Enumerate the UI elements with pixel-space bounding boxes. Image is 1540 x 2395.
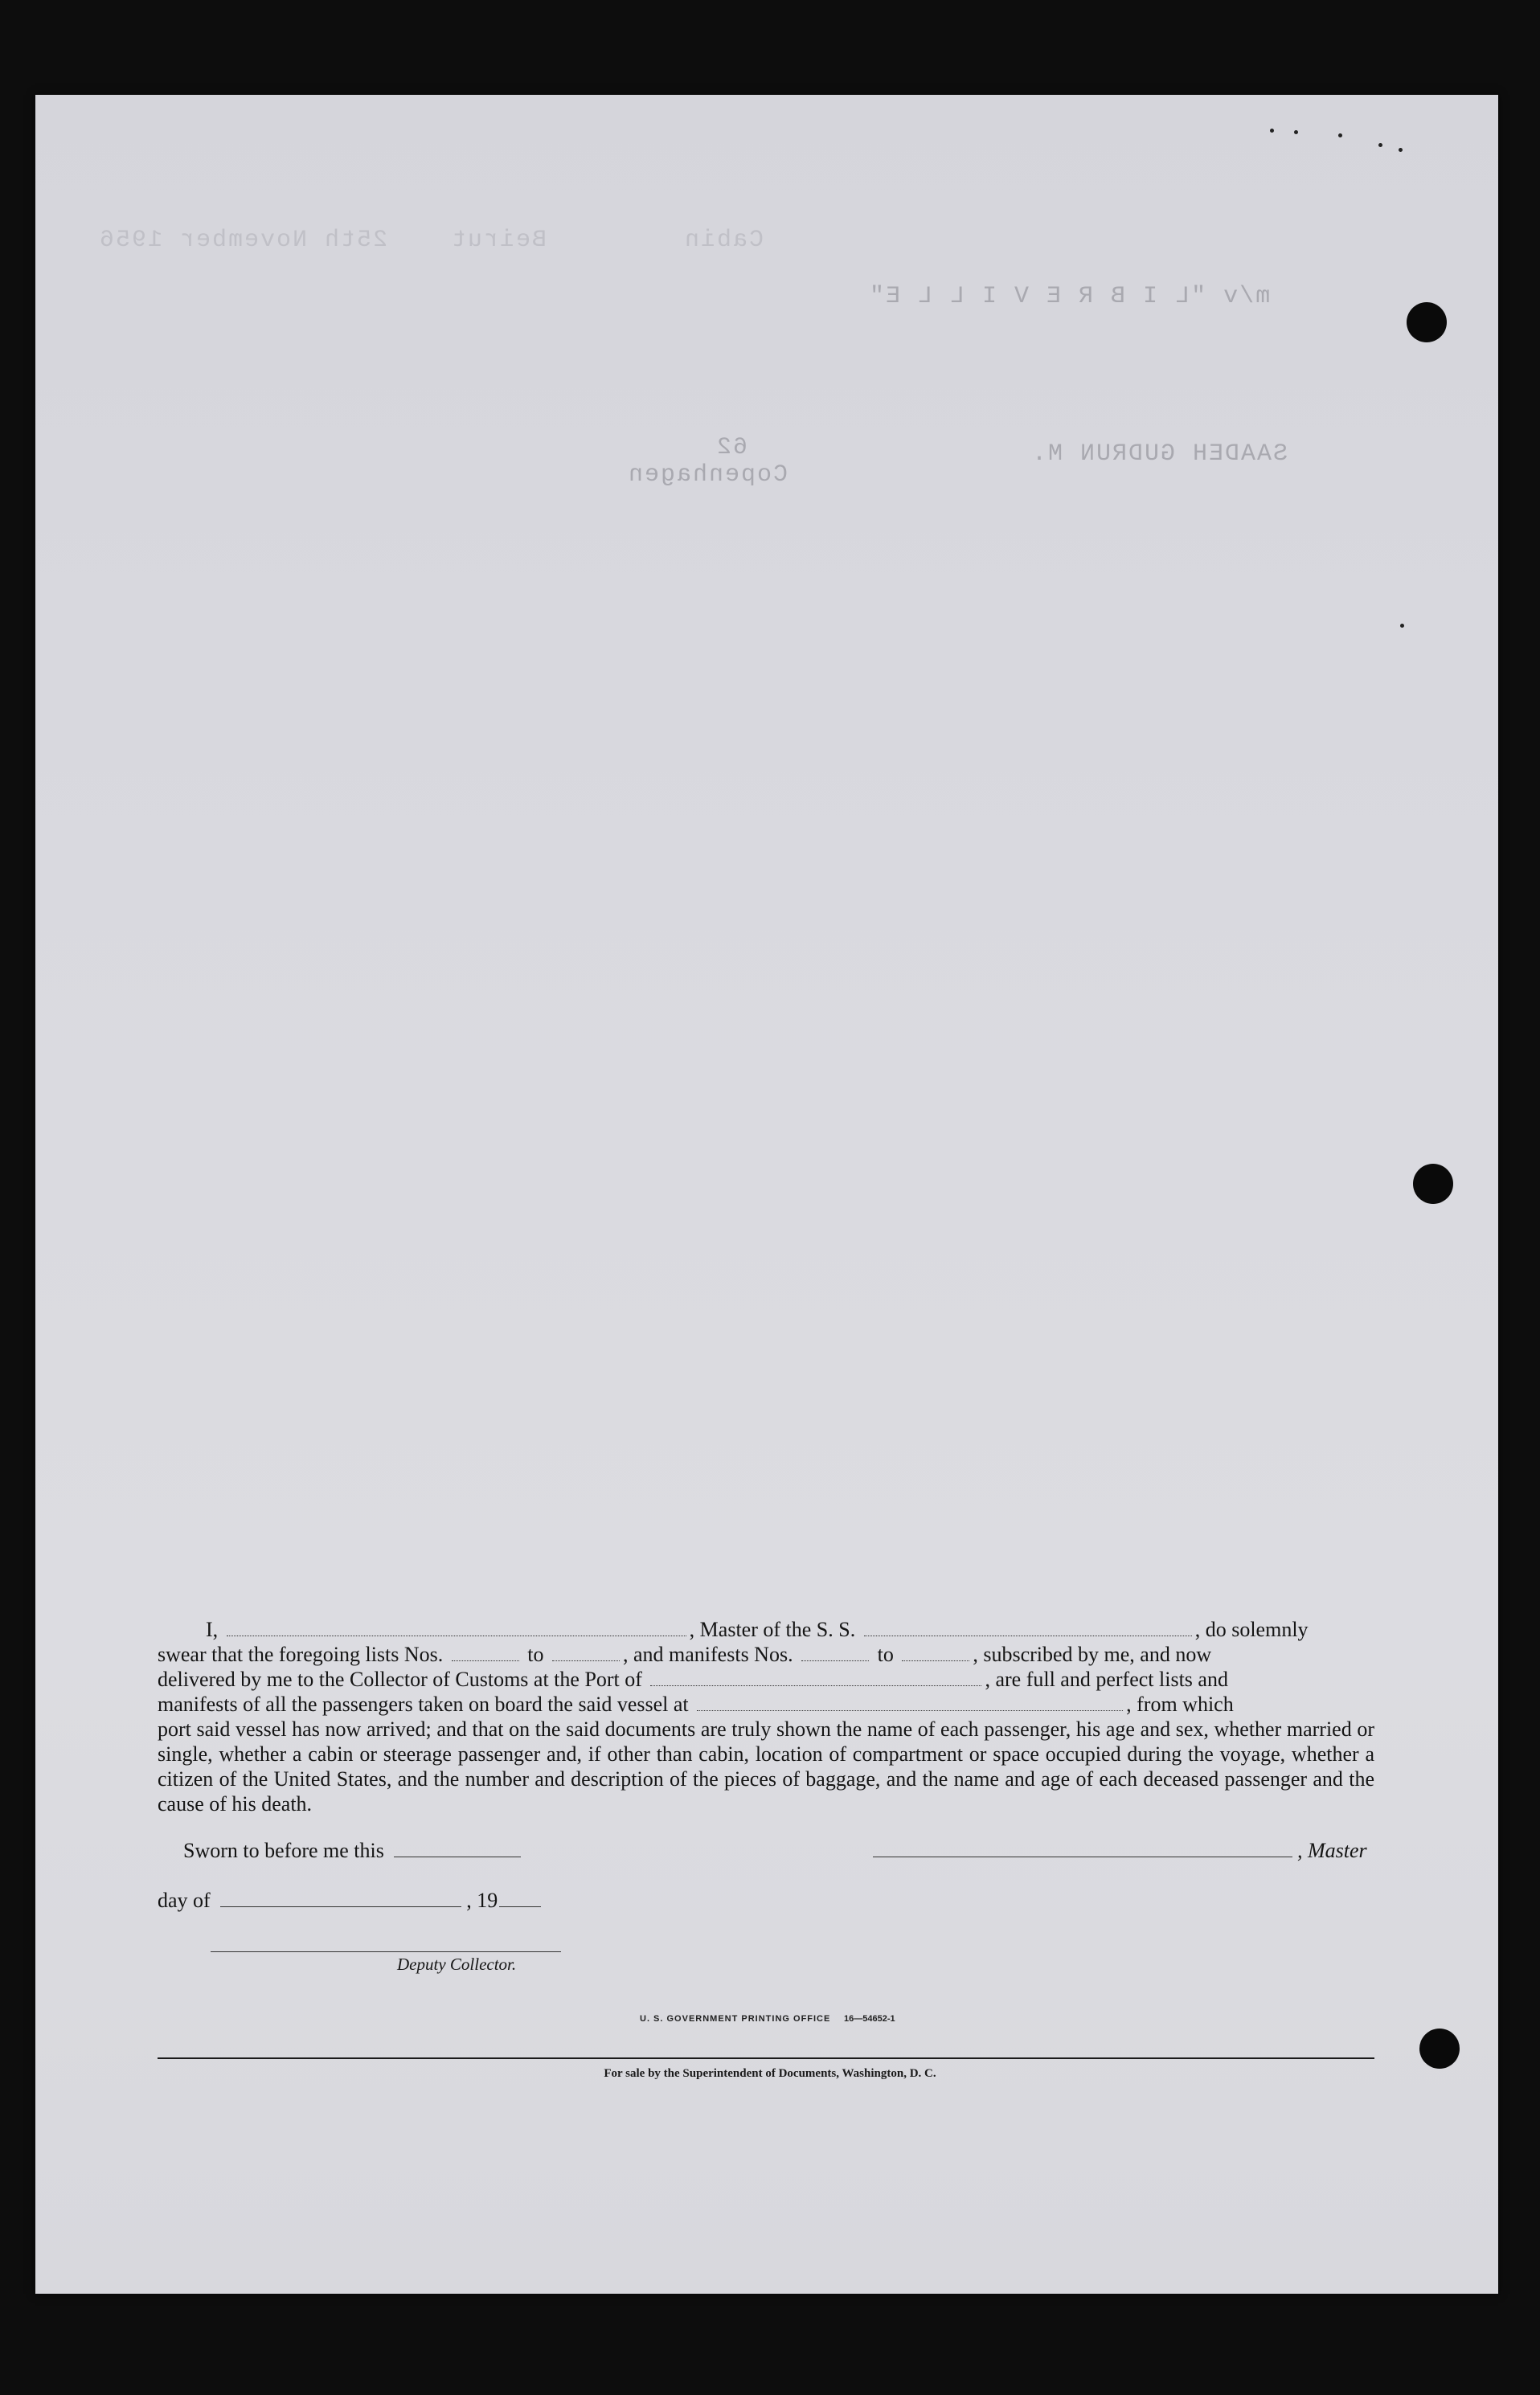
document-page: [35, 95, 1498, 2294]
oath-body: port said vessel has now arrived; and that on the said documents are truly shown the name of each passenger, his age and sex, whether married or single, whether a cabin or steerage passenger and, if other than cabin, location of compartment or space occupied during the voyage, whether a citizen of the United States, and the number and description of the pieces of baggage, and the name and age of each deceased passenger and the cause of his death.: [158, 1717, 1374, 1816]
punch-hole-top: [1407, 302, 1447, 342]
oath-text: , and manifests Nos.: [623, 1643, 793, 1666]
footer-rule: [158, 2057, 1374, 2059]
oath-text: swear that the foregoing lists Nos.: [158, 1643, 444, 1666]
day-of-label: day of: [158, 1889, 211, 1912]
manifest-no-to-blank[interactable]: [902, 1660, 969, 1661]
speck: [1338, 133, 1342, 137]
speck: [1399, 148, 1403, 152]
gpo-imprint: U. S. GOVERNMENT PRINTING OFFICE: [640, 2014, 831, 2024]
speck: [1294, 130, 1298, 134]
deputy-label: Deputy Collector.: [397, 1955, 517, 1974]
day-of-row: [158, 1889, 546, 1913]
ship-name-blank[interactable]: [864, 1635, 1192, 1636]
bleed-age: 62: [715, 434, 748, 461]
bleed-ship: m/v "L I B R E V I L L E": [868, 283, 1271, 310]
punch-hole-middle: [1413, 1164, 1453, 1204]
master-oath: [158, 1617, 1374, 1816]
speck: [1400, 624, 1404, 628]
bleed-date: 25th November 1956: [98, 227, 388, 254]
year-label: , 19: [466, 1889, 498, 1912]
bleed-name: SAADEH GUDRUN M.: [1030, 440, 1288, 468]
manifest-no-from-blank[interactable]: [801, 1660, 869, 1661]
bleed-city: Copenhagen: [627, 461, 788, 489]
list-no-from-blank[interactable]: [452, 1660, 519, 1661]
year-line[interactable]: [499, 1906, 541, 1907]
speck: [1378, 143, 1382, 147]
month-line[interactable]: [220, 1906, 461, 1907]
oath-text: , are full and perfect lists and: [985, 1668, 1228, 1691]
bleed-port: Beirut: [450, 227, 547, 254]
oath-text: to: [877, 1643, 894, 1666]
oath-text: , Master of the S. S.: [689, 1618, 856, 1641]
embark-port-blank[interactable]: [697, 1709, 1123, 1711]
port-blank[interactable]: [650, 1685, 981, 1686]
bleed-class: Cabin: [683, 227, 764, 254]
oath-text: , from which: [1126, 1693, 1234, 1716]
oath-text: , do solemnly: [1194, 1618, 1309, 1641]
master-signature-row: [868, 1839, 1367, 1863]
punch-hole-bottom: [1419, 2029, 1460, 2069]
deputy-signature-line[interactable]: [211, 1951, 561, 1952]
oath-text: , subscribed by me, and now: [973, 1643, 1212, 1666]
footer-note: For sale by the Superintendent of Documents, Washington, D. C.: [604, 2067, 936, 2080]
oath-text: to: [527, 1643, 544, 1666]
sworn-row: [183, 1839, 526, 1863]
list-no-to-blank[interactable]: [552, 1660, 620, 1661]
master-name-blank[interactable]: [227, 1635, 686, 1636]
master-label: , Master: [1297, 1839, 1367, 1862]
oath-text: I,: [206, 1618, 219, 1641]
oath-text: manifests of all the passengers taken on board the said vessel at: [158, 1693, 689, 1716]
speck: [1270, 129, 1274, 133]
oath-text: delivered by me to the Collector of Customs at the Port of: [158, 1668, 642, 1691]
sworn-label: Sworn to before me this: [183, 1839, 384, 1862]
form-code: 16—54652-1: [844, 2014, 895, 2024]
